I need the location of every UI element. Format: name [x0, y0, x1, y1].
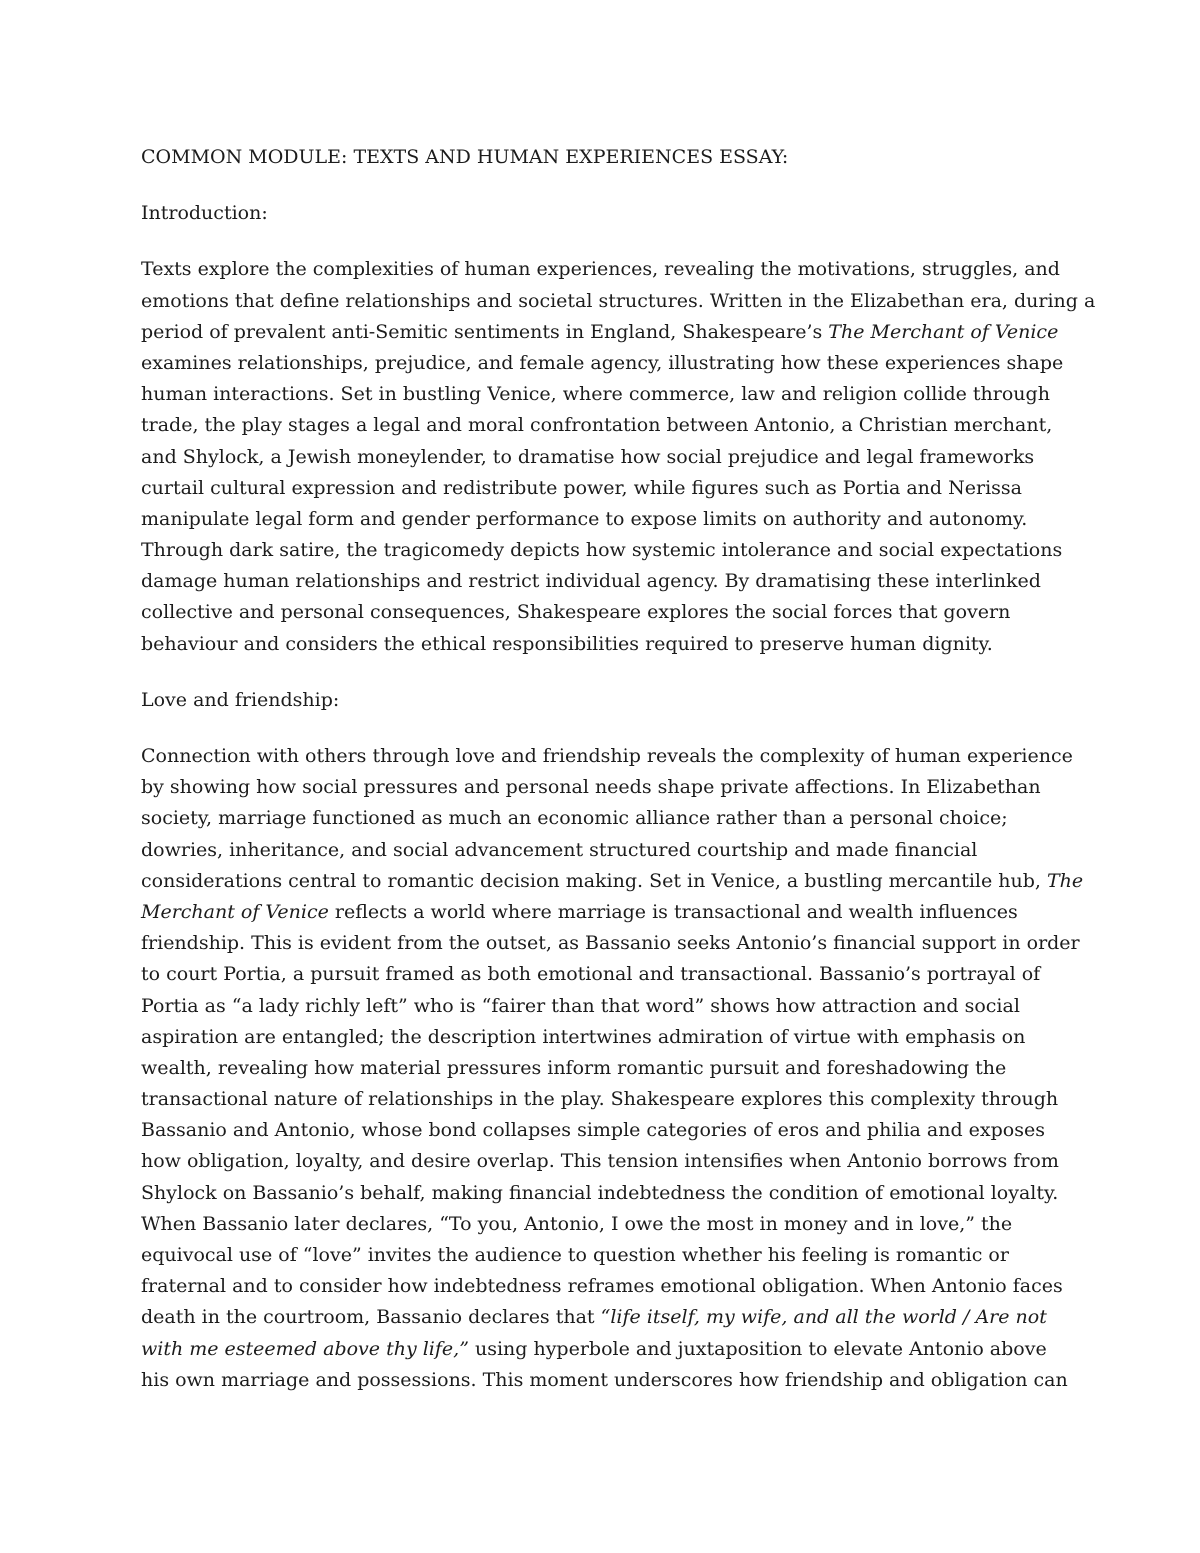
text-line — [141, 348, 1071, 379]
text-line — [141, 1022, 1071, 1053]
text-segment: period of prevalent anti-Semitic sentiments in England, Shakespeare’s — [141, 320, 829, 343]
text-line — [141, 504, 1071, 535]
text-segment: curtail cultural expression and redistribute power, while figures such as Portia and Nerissa — [141, 476, 1022, 499]
love-and-friendship-paragraph — [141, 741, 1084, 1396]
text-line — [141, 1178, 1071, 1209]
text-segment: Texts explore the complexities of human experiences, revealing the motivations, struggles, and — [141, 258, 1060, 281]
text-segment: society, marriage functioned as much an economic alliance rather than a personal choice; — [141, 807, 1008, 830]
text-line — [141, 991, 1071, 1022]
text-line — [141, 566, 1071, 597]
italic-text: The — [1046, 869, 1084, 892]
text-segment: fraternal and to consider how indebtedness reframes emotional obligation. When Antonio faces — [141, 1275, 1063, 1298]
text-line — [141, 379, 1071, 410]
text-segment: and Shylock, a Jewish moneylender, to dramatise how social prejudice and legal frameworks — [141, 445, 1035, 468]
text-segment: aspiration are entangled; the description intertwines admiration of virtue with emphasis on — [141, 1025, 1026, 1048]
text-segment: to court Portia, a pursuit framed as both emotional and transactional. Bassanio’s portrayal of — [141, 963, 1041, 986]
italic-text: The Merchant of Venice — [828, 320, 1059, 343]
text-line — [141, 803, 1071, 834]
text-segment: by showing how social pressures and personal needs shape private affections. In Elizabethan — [141, 776, 1041, 799]
text-segment: human interactions. Set in bustling Venice, where commerce, law and religion collide through — [141, 383, 1050, 406]
section-heading-love-and-friendship: Love and friendship: — [141, 688, 340, 711]
text-segment: behaviour and considers the ethical responsibilities required to preserve human dignity. — [141, 632, 993, 655]
section-heading-introduction: Introduction: — [141, 202, 268, 225]
text-segment: emotions that define relationships and societal structures. Written in the Elizabethan era, during a — [141, 289, 1096, 312]
text-line — [141, 1271, 1071, 1302]
text-segment: collective and personal consequences, Shakespeare explores the social forces that govern — [141, 601, 1011, 624]
text-segment: wealth, revealing how material pressures inform romantic pursuit and foreshadowing the — [141, 1056, 1007, 1079]
text-segment: how obligation, loyalty, and desire overlap. This tension intensifies when Antonio borrows from — [141, 1150, 1059, 1173]
text-segment: dowries, inheritance, and social advancement structured courtship and made financial — [141, 838, 978, 861]
text-line — [141, 959, 1071, 990]
text-segment: trade, the play stages a legal and moral confrontation between Antonio, a Christian merchant, — [141, 414, 1053, 437]
text-line — [141, 866, 1084, 897]
text-line — [141, 442, 1071, 473]
text-segment: considerations central to romantic decision making. Set in Venice, a bustling mercantile hub, — [141, 869, 1047, 892]
text-line — [141, 1334, 1071, 1365]
text-segment: friendship. This is evident from the outset, as Bassanio seeks Antonio’s financial support in order — [141, 932, 1080, 955]
essay-title: COMMON MODULE: TEXTS AND HUMAN EXPERIENCES ESSAY: — [141, 146, 789, 168]
text-line — [141, 1146, 1071, 1177]
text-segment: Portia as “a lady richly left” who is “fairer than that word” shows how attraction and social — [141, 994, 1020, 1017]
text-segment: examines relationships, prejudice, and female agency, illustrating how these experiences shape — [141, 351, 1064, 374]
text-segment: equivocal use of “love” invites the audience to question whether his feeling is romantic or — [141, 1244, 1009, 1266]
text-line — [141, 286, 1096, 317]
text-line — [141, 835, 1071, 866]
italic-text: “life itself, my wife, and all the world / Are not — [600, 1306, 1047, 1329]
text-segment: death in the courtroom, Bassanio declares that — [141, 1306, 601, 1329]
text-line — [141, 1365, 1071, 1396]
italic-text: with me esteemed above thy life,” — [141, 1337, 469, 1360]
text-line — [141, 897, 1071, 928]
text-segment: Shylock on Bassanio’s behalf, making financial indebtedness the condition of emotional loyalty. — [141, 1181, 1059, 1204]
text-line — [141, 629, 1071, 660]
text-segment: his own marriage and possessions. This moment underscores how friendship and obligation can — [141, 1368, 1068, 1391]
text-line — [141, 317, 1071, 348]
text-line — [141, 741, 1071, 772]
text-segment: transactional nature of relationships in the play. Shakespeare explores this complexity through — [141, 1088, 1059, 1111]
essay-body — [141, 142, 1096, 1396]
text-segment: Bassanio and Antonio, whose bond collapses simple categories of eros and philia and exposes — [141, 1119, 1045, 1142]
text-line — [141, 1302, 1071, 1333]
text-line — [141, 535, 1071, 566]
text-line — [141, 254, 1071, 285]
text-segment: Connection with others through love and friendship reveals the complexity of human experience — [141, 745, 1073, 767]
text-line — [141, 1084, 1071, 1115]
text-line — [141, 410, 1071, 441]
text-segment: Through dark satire, the tragicomedy depicts how systemic intolerance and social expectations — [141, 539, 1063, 562]
text-line — [141, 597, 1071, 628]
text-segment: When Bassanio later declares, “To you, Antonio, I owe the most in money and in love,” the — [141, 1212, 1013, 1235]
text-line — [141, 1209, 1071, 1240]
text-segment: damage human relationships and restrict individual agency. By dramatising these interlinked — [141, 570, 1041, 593]
text-line — [141, 772, 1071, 803]
text-segment: reflects a world where marriage is transactional and wealth influences — [328, 900, 1018, 923]
text-line — [141, 928, 1080, 959]
text-segment: manipulate legal form and gender performance to expose limits on authority and autonomy. — [141, 507, 1028, 530]
text-line — [141, 1240, 1071, 1271]
text-line — [141, 1115, 1071, 1146]
text-line — [141, 473, 1071, 504]
italic-text: Merchant of Venice — [141, 900, 329, 923]
introduction-paragraph — [141, 254, 1096, 659]
text-line — [141, 1053, 1071, 1084]
text-segment: using hyperbole and juxtaposition to elevate Antonio above — [468, 1337, 1047, 1360]
